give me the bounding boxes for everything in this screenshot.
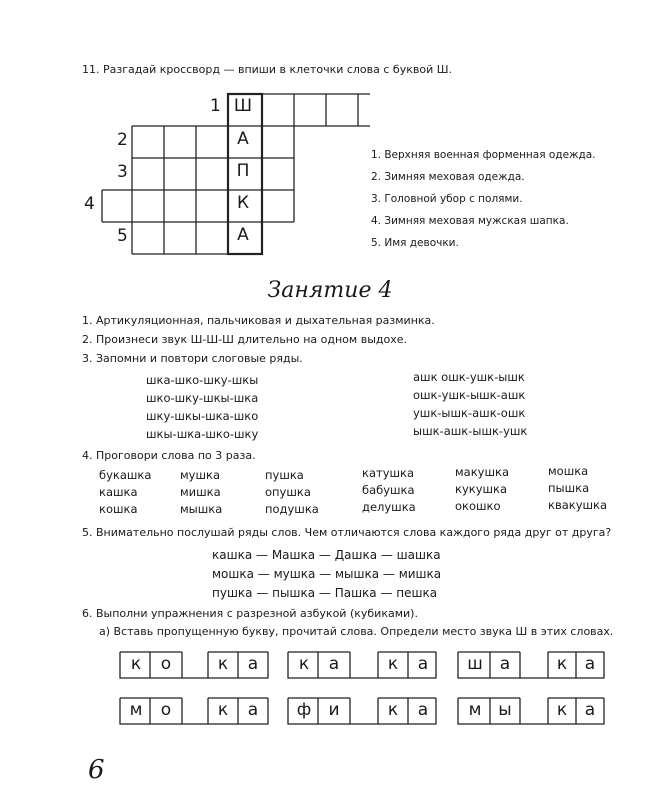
word-c5-r3: окошко: [455, 499, 501, 513]
crossword-key-letter-2: А: [237, 129, 249, 149]
word-c1-r3: кошка: [99, 502, 138, 516]
letter-w2-c4: к: [387, 654, 399, 674]
word-row-2: мошка — мушка — мышка — мишка: [212, 567, 442, 581]
syllable-right-4: ышк-ашк-ышк-ушк: [413, 424, 528, 438]
letter-w3-c1: ш: [467, 654, 483, 674]
word-c3-r1: пушка: [265, 468, 304, 482]
letter-w4-c5: а: [247, 700, 259, 720]
syllable-left-3: шку-шкы-шка-шко: [146, 409, 259, 423]
word-row-3: пушка — пышка — Пашка — пешка: [212, 586, 438, 600]
word-c6-r1: мошка: [548, 464, 589, 478]
letter-w1-c1: к: [130, 654, 142, 674]
letter-w6-c4: к: [556, 700, 568, 720]
lesson-title: Занятие 4: [267, 278, 393, 303]
letter-w3-c5: а: [584, 654, 596, 674]
crossword-number-4: 4: [84, 194, 95, 214]
letter-w2-c1: к: [298, 654, 310, 674]
word-c4-r3: делушка: [362, 500, 416, 514]
letter-w1-c4: к: [217, 654, 229, 674]
word-c2-r1: мушка: [180, 468, 220, 482]
crossword-key-letter-3: П: [236, 161, 250, 181]
letter-w3-c2: а: [499, 654, 511, 674]
crossword-number-5: 5: [117, 226, 128, 246]
syllable-left-1: шка-шко-шку-шкы: [146, 373, 259, 387]
word-c1-r1: букашка: [99, 468, 152, 482]
syllable-right-1: ашк ошк-ушк-ышк: [413, 370, 525, 384]
syllable-right-3: ушк-ышк-ашк-ошк: [413, 406, 526, 420]
crossword-clue-4: 4. Зимняя меховая мужская шапка.: [371, 215, 569, 227]
word-c6-r2: пышка: [548, 481, 590, 495]
crossword-number-3: 3: [117, 162, 128, 182]
letter-w5-c1: ф: [296, 700, 312, 720]
item-2: 2. Произнеси звук Ш-Ш-Ш длительно на одном выдохе.: [82, 333, 407, 346]
word-c5-r1: макушка: [455, 465, 509, 479]
item-1: 1. Артикуляционная, пальчиковая и дыхательная разминка.: [82, 314, 435, 327]
word-c6-r3: квакушка: [548, 498, 608, 512]
letter-w1-c2: о: [160, 654, 172, 674]
word-c2-r2: мишка: [180, 485, 221, 499]
word-c4-r1: катушка: [362, 466, 415, 480]
letter-w5-c2: и: [328, 700, 340, 720]
syllable-right-2: ошк-ушк-ышк-ашк: [413, 388, 526, 402]
letter-w2-c5: а: [417, 654, 429, 674]
word-c4-r2: бабушка: [362, 483, 415, 497]
crossword-number-2: 2: [117, 130, 128, 150]
page-number: 6: [88, 755, 105, 785]
crossword-key-letter-1: Ш: [233, 96, 253, 116]
item-6a: а) Вставь пропущенную букву, прочитай слова. Определи место звука Ш в этих словах.: [99, 625, 614, 638]
word-c3-r3: подушка: [265, 502, 319, 516]
item-5: 5. Внимательно послушай ряды слов. Чем отличаются слова каждого ряда друг от друга?: [82, 526, 612, 539]
item-3: 3. Запомни и повтори слоговые ряды.: [82, 352, 303, 365]
letter-w4-c4: к: [217, 700, 229, 720]
task-11-instruction: 11. Разгадай кроссворд — впиши в клеточки слова с буквой Ш.: [82, 63, 452, 76]
letter-w5-c5: а: [417, 700, 429, 720]
crossword-key-letter-4: К: [236, 193, 250, 213]
crossword-number-1: 1: [210, 96, 221, 116]
letter-w4-c2: о: [160, 700, 172, 720]
letter-w3-c4: к: [556, 654, 568, 674]
word-c1-r2: кашка: [99, 485, 138, 499]
crossword-clue-5: 5. Имя девочки.: [371, 237, 459, 249]
item-6: 6. Выполни упражнения с разрезной азбукой (кубиками).: [82, 607, 418, 620]
letter-w6-c2: ы: [498, 700, 512, 720]
letter-w1-c5: а: [247, 654, 259, 674]
word-c5-r2: кукушка: [455, 482, 508, 496]
letter-w5-c4: к: [387, 700, 399, 720]
letter-w6-c5: а: [584, 700, 596, 720]
syllable-left-2: шко-шку-шкы-шка: [146, 391, 259, 405]
crossword-clue-3: 3. Головной убор с полями.: [371, 193, 523, 205]
word-c2-r3: мышка: [180, 502, 223, 516]
letter-w2-c2: а: [328, 654, 340, 674]
crossword-clue-1: 1. Верхняя военная форменная одежда.: [371, 149, 596, 161]
item-4: 4. Проговори слова по 3 раза.: [82, 449, 256, 462]
word-c3-r2: опушка: [265, 485, 311, 499]
letter-w6-c1: м: [468, 700, 482, 720]
letter-w4-c1: м: [129, 700, 143, 720]
crossword-key-letter-5: А: [237, 225, 249, 245]
syllable-left-4: шкы-шка-шко-шку: [146, 427, 259, 441]
word-row-1: кашка — Машка — Дашка — шашка: [212, 548, 441, 562]
crossword-clue-2: 2. Зимняя меховая одежда.: [371, 171, 525, 183]
